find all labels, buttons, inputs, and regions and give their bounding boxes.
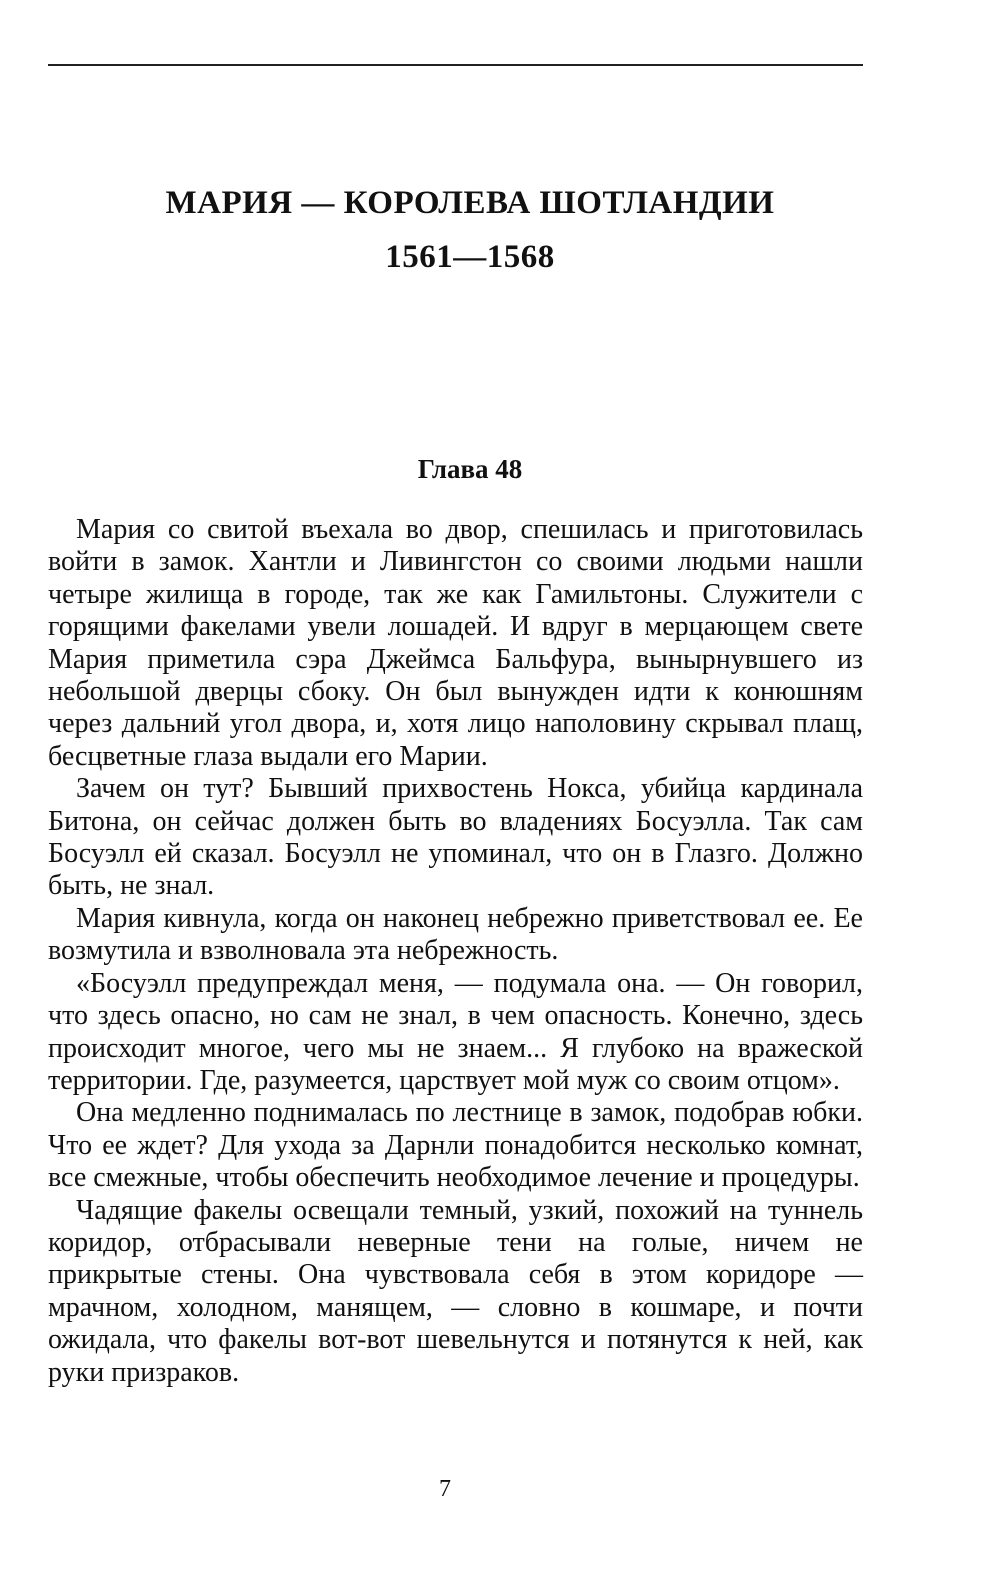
part-title-line-1: МАРИЯ — КОРОЛЕВА ШОТЛАНДИИ bbox=[165, 185, 775, 221]
page-number: 7 bbox=[439, 1476, 451, 1502]
paragraph: Мария со свитой въехала во двор, спешилась и приготовилась войти в замок. Хантли и Ливингстон со своими людьми нашли четыре жилища в городе, так же как Гамильтоны. Служители с горящими факелами увели лошадей. И вдруг в мерцающем свете Мария приметила сэра Джеймса Бальфура, вынырнувшего из небольшой дверцы сбоку. Он был вынужден идти к конюшням через дальний угол двора, и, хотя лицо наполовину скрывал плащ, бесцветные глаза выдали его Марии. bbox=[48, 514, 863, 772]
part-title bbox=[60, 176, 880, 284]
paragraph: Мария кивнула, когда он наконец небрежно приветствовал ее. Ее возмутила и взволновала эта небрежность. bbox=[48, 902, 863, 967]
paragraph: «Босуэлл предупреждал меня, — подумала она. — Он говорил, что здесь опасно, но сам не знал, в чем опасность. Конечно, здесь происходит многое, чего мы не знаем... Я глубоко на вражеской территории. Где, разумеется, царствует мой муж со своим отцом». bbox=[48, 967, 863, 1096]
paragraph: Зачем он тут? Бывший прихвостень Нокса, убийца кардинала Битона, он сейчас должен быть во владениях Босуэлла. Так сам Босуэлл ей сказал. Босуэлл не упоминал, что он в Глазго. Должно быть, не знал. bbox=[48, 773, 863, 902]
top-rule bbox=[48, 64, 863, 66]
part-title-line-2: 1561—1568 bbox=[385, 239, 555, 275]
paragraph: Она медленно поднималась по лестнице в замок, подобрав юбки. Что ее ждет? Для ухода за Дарнли понадобится несколько комнат, все смежные, чтобы обеспечить необходимое лечение и процедуры. bbox=[48, 1097, 863, 1194]
paragraph: Чадящие факелы освещали темный, узкий, похожий на туннель коридор, отбрасывали неверные тени на голые, ничем не прикрытые стены. Она чувствовала себя в этом коридоре — мрачном, холодном, манящем, — словно в кошмаре, и почти ожидала, что факелы вот-вот шевельнутся и потянутся к ней, как руки призраков. bbox=[48, 1194, 863, 1388]
body-text bbox=[48, 514, 863, 1389]
chapter-title: Глава 48 bbox=[417, 454, 523, 484]
